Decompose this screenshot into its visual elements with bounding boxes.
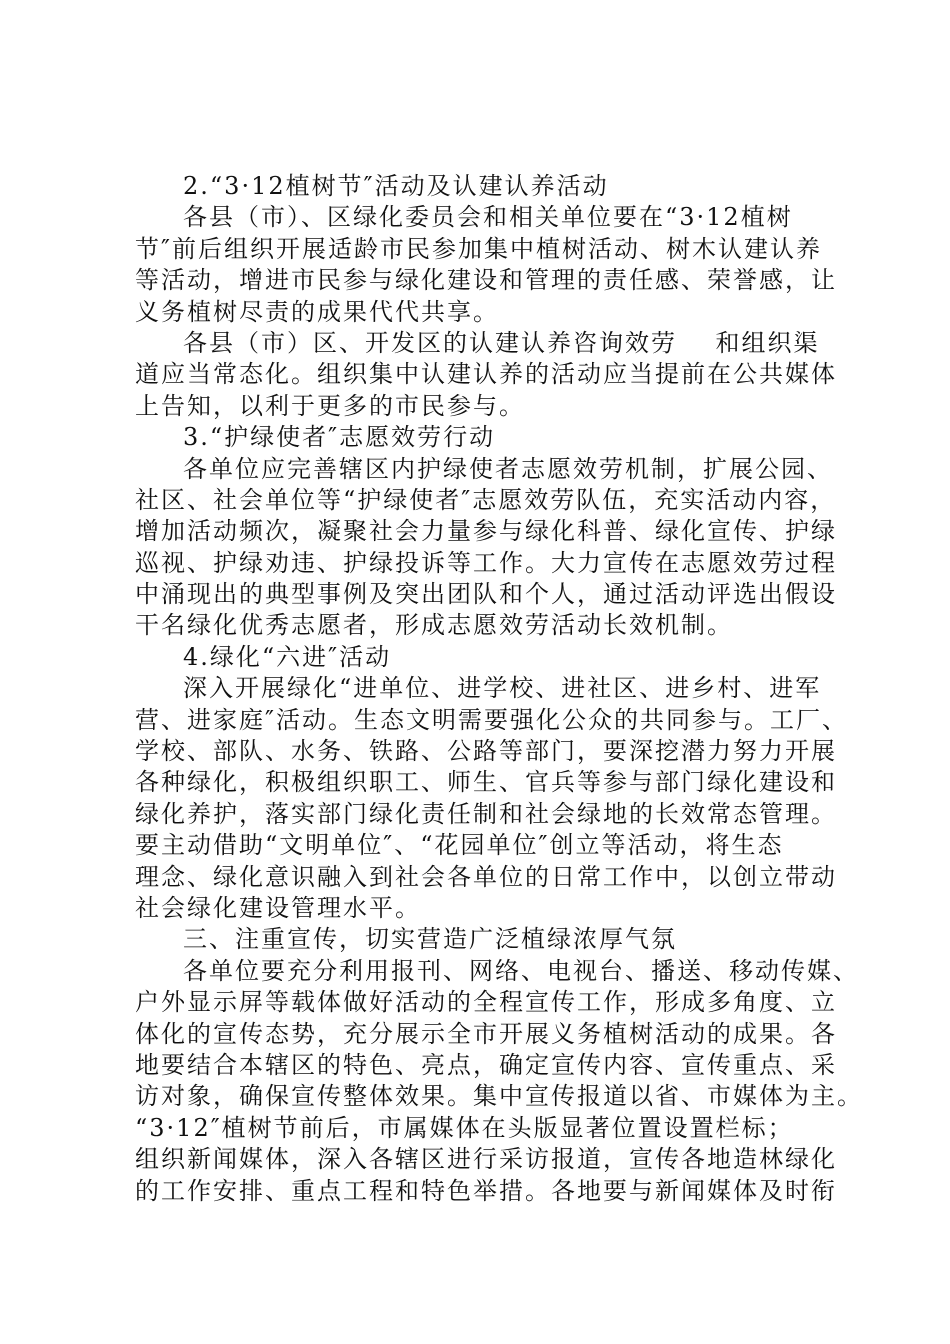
text-line: 地要结合本辖区的特色、亮点，确定宣传内容、宣传重点、采 <box>135 1050 837 1079</box>
text-line: 巡视、护绿劝违、护绿投诉等工作。大力宣传在志愿效劳过程 <box>135 548 837 577</box>
text-line: 绿化养护，落实部门绿化责任制和社会绿地的长效常态管理。 <box>135 799 837 828</box>
text-line: 社会绿化建设管理水平。 <box>135 893 421 922</box>
text-line: 理念、绿化意识融入到社会各单位的日常工作中，以创立带动 <box>135 862 837 891</box>
text-line: 上告知，以利于更多的市民参与。 <box>135 391 525 420</box>
text-line: 各县（市）、区绿化委员会和相关单位要在“3·12植树 <box>183 203 793 232</box>
text-line: “3·12″植树节前后，市属媒体在头版显著位置设置栏标； <box>135 1113 794 1142</box>
text-line: 干名绿化优秀志愿者，形成志愿效劳活动长效机制。 <box>135 611 733 640</box>
text-line: 各单位要充分利用报刊、网络、电视台、播送、移动传媒、 <box>183 956 859 985</box>
text-line: 各县（市）区、开发区的认建认养咨询效劳 和组织渠 <box>183 328 820 357</box>
text-line: 访对象，确保宣传整体效果。集中宣传报道以省、市媒体为主。 <box>135 1082 863 1111</box>
text-line: 社区、社会单位等“护绿使者″志愿效劳队伍，充实活动内容， <box>135 485 837 514</box>
text-line: 三、注重宣传，切实营造广泛植绿浓厚气氛 <box>183 925 677 954</box>
document-body <box>135 171 863 1207</box>
text-line: 营、进家庭″活动。生态文明需要强化公众的共同参与。工厂、 <box>135 705 848 734</box>
text-line: 道应当常态化。组织集中认建认养的活动应当提前在公共媒体 <box>135 360 837 389</box>
text-line: 4.绿化“六进″活动 <box>183 642 392 671</box>
text-line: 的工作安排、重点工程和特色举措。各地要与新闻媒体及时衔 <box>135 1176 837 1205</box>
text-line: 学校、部队、水务、铁路、公路等部门，要深挖潜力努力开展 <box>135 737 837 766</box>
text-line: 增加活动频次，凝聚社会力量参与绿化科普、绿化宣传、护绿 <box>135 517 837 546</box>
text-line: 2.“3·12植树节″活动及认建认养活动 <box>183 172 609 200</box>
text-line: 深入开展绿化“进单位、进学校、进社区、进乡村、进军 <box>183 674 822 703</box>
text-line: 中涌现出的典型事例及突出团队和个人，通过活动评选出假设 <box>135 580 837 609</box>
text-line: 组织新闻媒体，深入各辖区进行采访报道，宣传各地造林绿化 <box>135 1145 837 1174</box>
text-line: 3.“护绿使者″志愿效劳行动 <box>183 423 496 452</box>
text-line: 要主动借助“文明单位″、“花园单位″创立等活动，将生态 <box>135 831 784 860</box>
text-line: 各单位应完善辖区内护绿使者志愿效劳机制，扩展公园、 <box>183 454 833 483</box>
text-line: 户外显示屏等载体做好活动的全程宣传工作，形成多角度、立 <box>135 988 837 1017</box>
text-line: 节″前后组织开展适龄市民参加集中植树活动、树木认建认养 <box>135 234 822 263</box>
text-line: 义务植树尽责的成果代代共享。 <box>135 297 499 326</box>
text-line: 等活动，增进市民参与绿化建设和管理的责任感、荣誉感，让 <box>135 266 837 295</box>
text-line: 体化的宣传态势，充分展示全市开展义务植树活动的成果。各 <box>135 1019 837 1048</box>
text-line: 各种绿化，积极组织职工、师生、官兵等参与部门绿化建设和 <box>135 768 837 797</box>
